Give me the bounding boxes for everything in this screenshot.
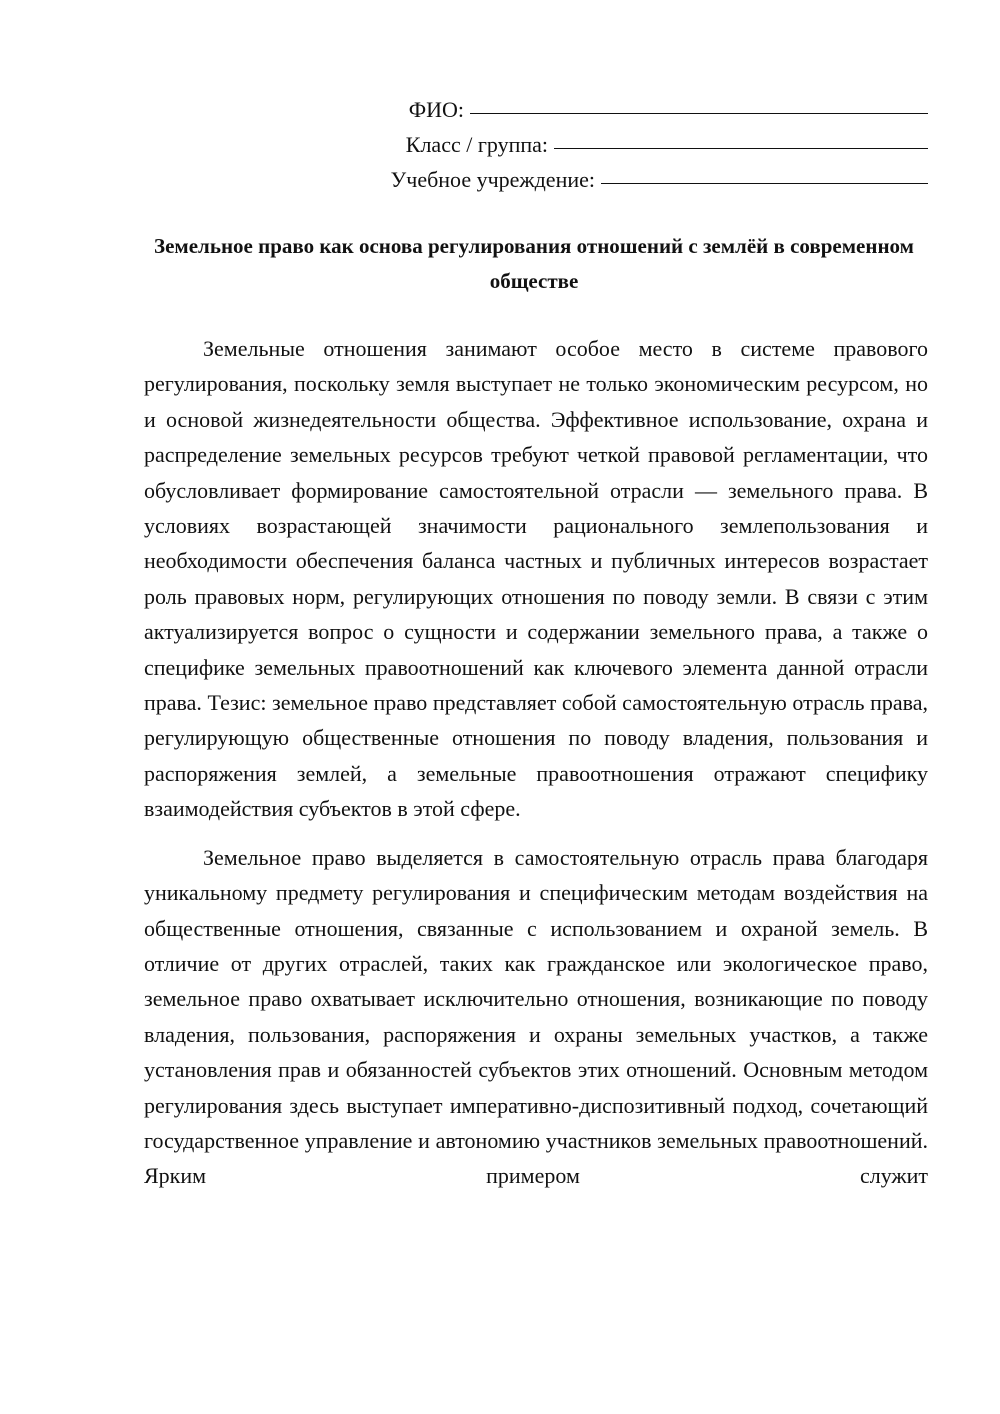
paragraph-2: Земельное право выделяется в самостоятельную отрасль права благодаря уникальному предмету регулирования и специфическим методам воздействия на общественные отношения, связанные с использованием и охраной земель. В отличие от других отраслей, таких как гражданское или экологическое право, земельное право охватывает исключительно отношения, возникающие по поводу владения, пользования, распоряжения и охраны земельных участков, а также установления прав и обязанностей субъектов этих отношений. Основным методом регулирования здесь выступает императивно-диспозитивный подход, сочетающий государственное управление и автономию участников земельных правоотношений. Ярким примером служит	[144, 844, 928, 1189]
class-blank-line	[554, 126, 928, 149]
student-info-fields	[300, 92, 928, 197]
class-label: Класс / группа:	[405, 132, 548, 157]
institution-label: Учебное учреждение:	[390, 167, 595, 192]
document-body	[144, 331, 928, 1194]
document-title: Земельное право как основа регулирования отношений с землёй в современном обществе	[154, 234, 914, 293]
institution-field-row	[300, 162, 928, 197]
paragraph-1: Земельные отношения занимают особое место в системе правового регулирования, поскольку земля выступает не только экономическим ресурсом, но и основой жизнедеятельности общества. Эффективное использование, охрана и распределение земельных ресурсов требуют четкой правовой регламентации, что обусловливает формирование самостоятельной отрасли — земельного права. В условиях возрастающей значимости рационального землепользования и необходимости обеспечения баланса частных и публичных интересов возрастает роль правовых норм, регулирующих отношения по поводу земли. В связи с этим актуализируется вопрос о сущности и содержании земельного права, а также о специфике земельных правоотношений как ключевого элемента данной отрасли права. Тезис: земельное право представляет собой самостоятельную отрасль права, регулирующую общественные отношения по поводу владения, пользования и распоряжения землей, а земельные правоотношения отражают специфику взаимодействия субъектов в этой сфере.	[144, 336, 928, 822]
fio-field-row	[300, 92, 928, 127]
institution-blank-line	[601, 161, 928, 184]
fio-blank-line	[470, 91, 928, 114]
fio-label: ФИО:	[408, 97, 464, 122]
class-field-row	[300, 127, 928, 162]
